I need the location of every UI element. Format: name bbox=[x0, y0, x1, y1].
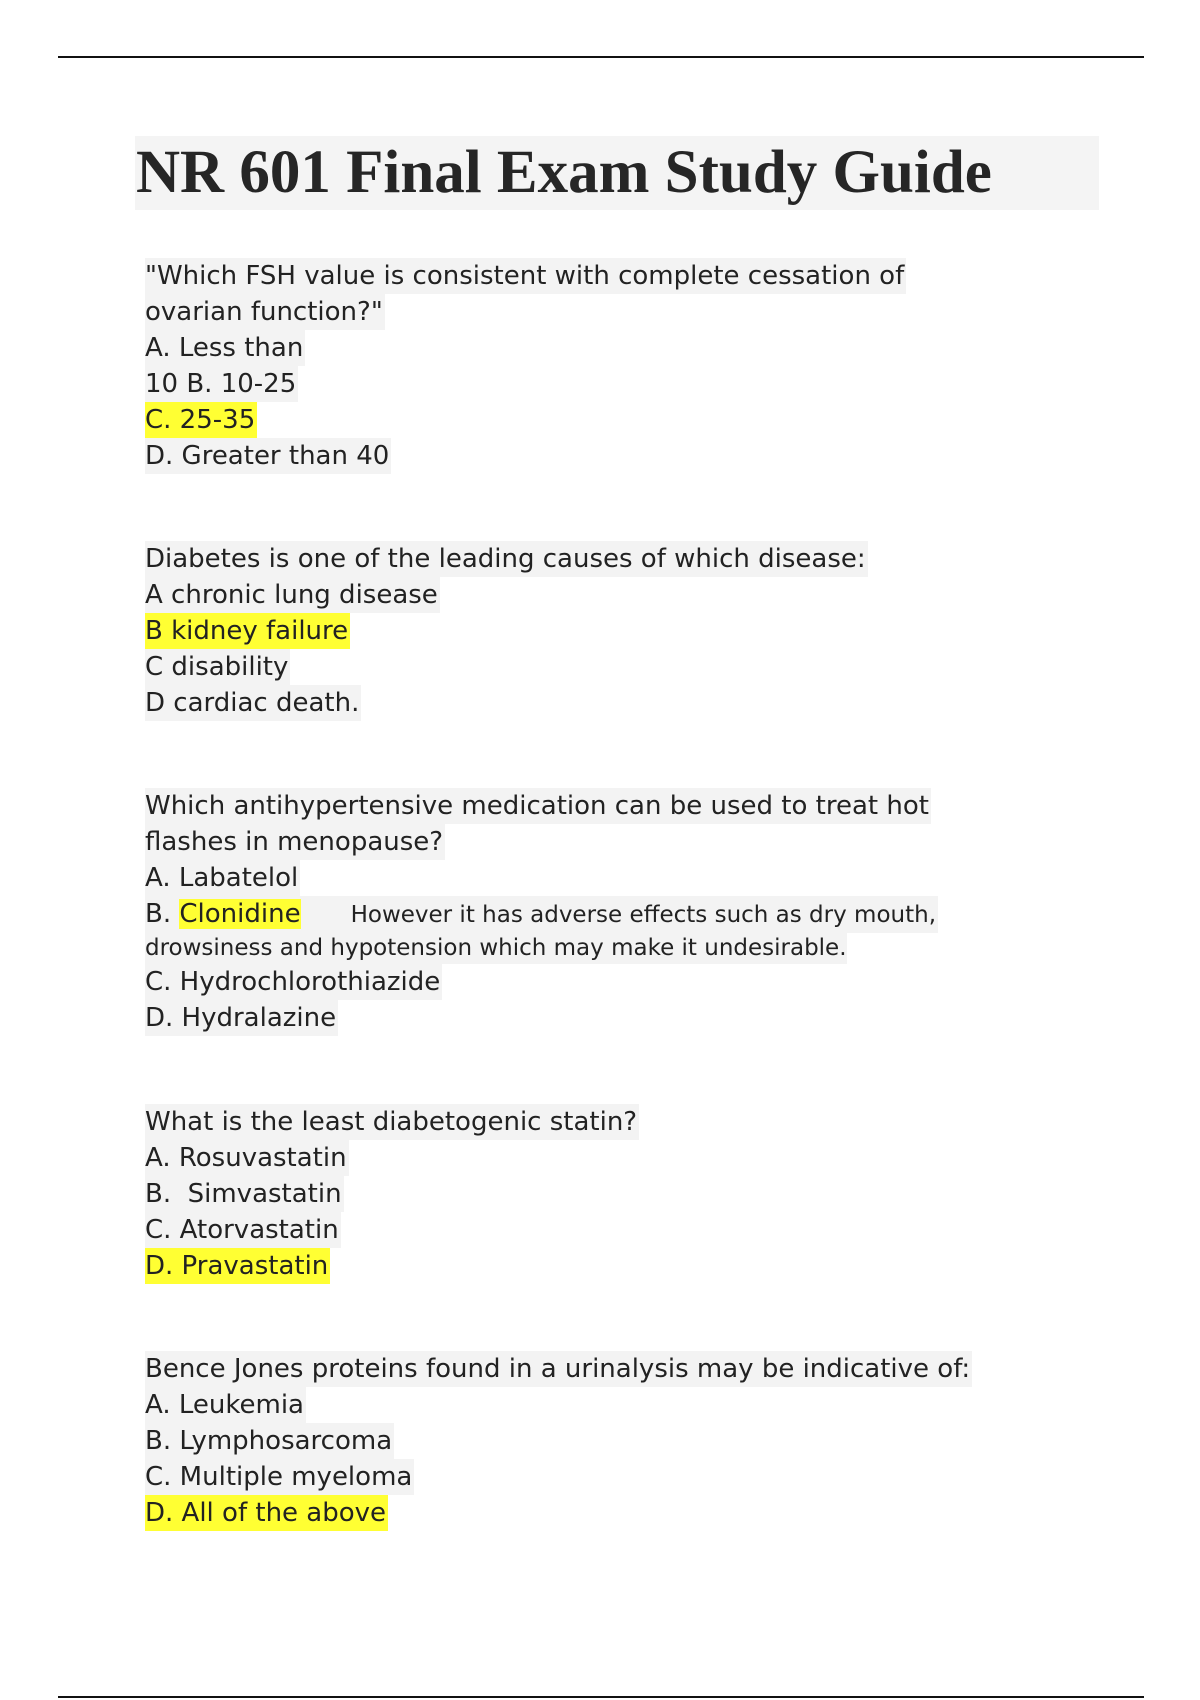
question-3-note-line-2: drowsiness and hypotension which may make it undesirable. bbox=[145, 933, 847, 964]
spacer bbox=[145, 474, 1085, 541]
question-3-note-line-1: However it has adverse effects such as dry mouth, bbox=[350, 902, 936, 928]
question-1-stem-line-1: "Which FSH value is consistent with complete cessation of bbox=[145, 258, 906, 294]
question-2 bbox=[145, 541, 1085, 721]
question-3-option-d: D. Hydralazine bbox=[145, 1000, 338, 1036]
question-3-stem-line-1: Which antihypertensive medication can be used to treat hot bbox=[145, 788, 931, 824]
question-1-option-c-answer: C. 25-35 bbox=[145, 402, 257, 438]
question-1-option-d: D. Greater than 40 bbox=[145, 438, 391, 474]
question-2-option-a: A chronic lung disease bbox=[145, 577, 440, 613]
question-5 bbox=[145, 1351, 1085, 1531]
question-2-option-c: C disability bbox=[145, 649, 290, 685]
question-1-option-b: 10 B. 10-25 bbox=[145, 366, 298, 402]
question-5-option-a: A. Leukemia bbox=[145, 1387, 306, 1423]
question-2-stem: Diabetes is one of the leading causes of which disease: bbox=[145, 541, 868, 577]
question-4 bbox=[145, 1104, 1085, 1284]
question-3-option-b bbox=[145, 896, 938, 933]
question-4-option-b: B. Simvastatin bbox=[145, 1176, 344, 1212]
question-5-option-d-answer: D. All of the above bbox=[145, 1495, 388, 1531]
question-5-option-b: B. Lymphosarcoma bbox=[145, 1423, 394, 1459]
question-2-option-d: D cardiac death. bbox=[145, 685, 361, 721]
page-title: NR 601 Final Exam Study Guide bbox=[135, 136, 1099, 210]
question-5-option-c: C. Multiple myeloma bbox=[145, 1459, 414, 1495]
question-1-option-a: A. Less than bbox=[145, 330, 305, 366]
question-list bbox=[145, 258, 1085, 1531]
question-4-stem: What is the least diabetogenic statin? bbox=[145, 1104, 639, 1140]
question-3-option-b-prefix: B. bbox=[145, 899, 180, 929]
question-3-stem-line-2: flashes in menopause? bbox=[145, 824, 445, 860]
question-3-option-b-answer: Clonidine bbox=[179, 899, 301, 929]
spacer bbox=[145, 1284, 1085, 1351]
spacer bbox=[145, 721, 1085, 788]
bottom-rule bbox=[58, 1696, 1144, 1698]
question-4-option-a: A. Rosuvastatin bbox=[145, 1140, 349, 1176]
spacer bbox=[145, 1036, 1085, 1104]
question-1 bbox=[145, 258, 1085, 474]
top-rule bbox=[58, 56, 1144, 58]
question-4-option-c: C. Atorvastatin bbox=[145, 1212, 341, 1248]
question-2-option-b-answer: B kidney failure bbox=[145, 613, 350, 649]
question-3-option-a: A. Labatelol bbox=[145, 860, 300, 896]
question-3-option-c: C. Hydrochlorothiazide bbox=[145, 964, 442, 1000]
question-3 bbox=[145, 788, 1085, 1036]
question-4-option-d-answer: D. Pravastatin bbox=[145, 1248, 330, 1284]
question-1-stem-line-2: ovarian function?" bbox=[145, 294, 385, 330]
question-5-stem: Bence Jones proteins found in a urinalysis may be indicative of: bbox=[145, 1351, 972, 1387]
